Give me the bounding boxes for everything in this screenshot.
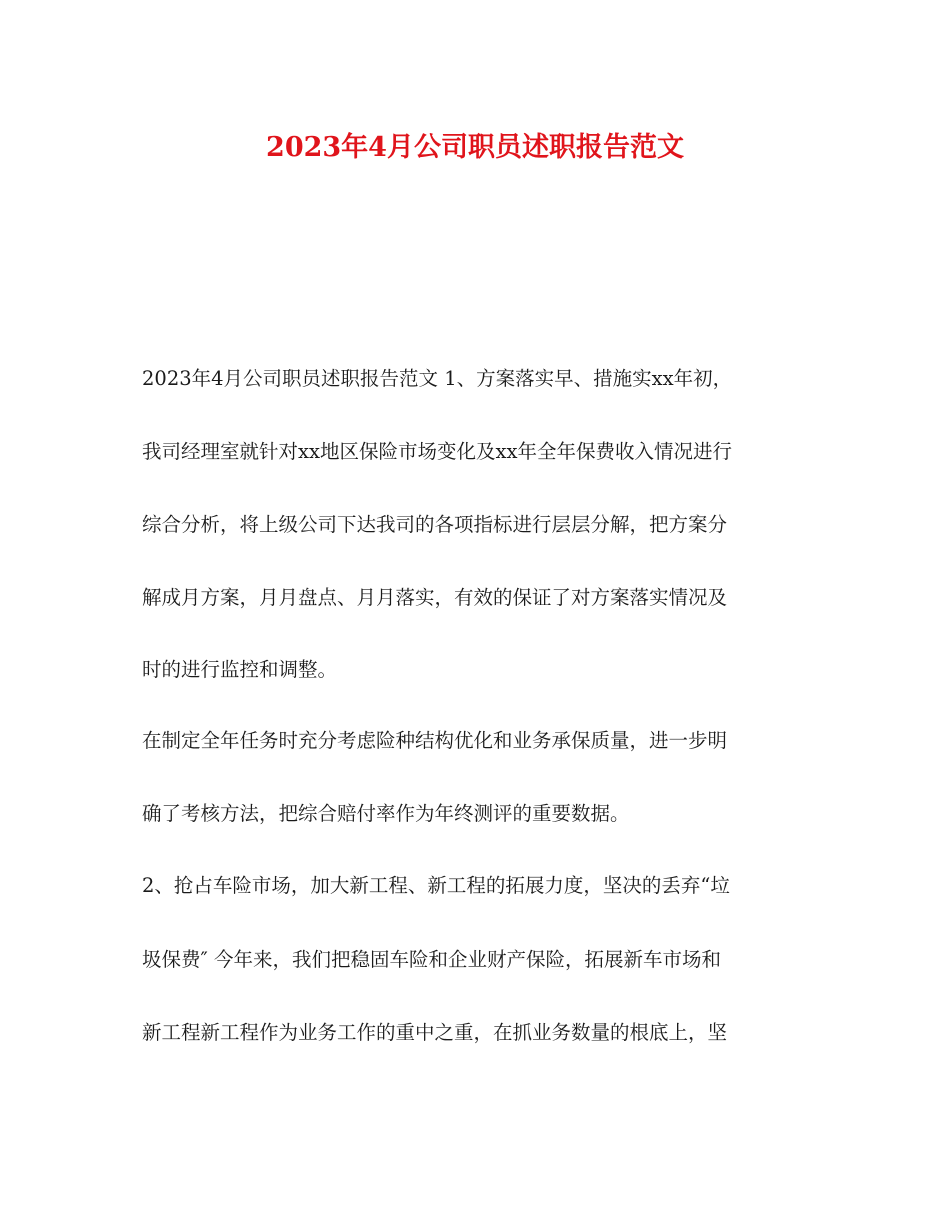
document-title: 2023年4月公司职员述职报告范文 <box>266 132 684 163</box>
body-line: 在制定全年任务时充分考虑险种结构优化和业务承保质量，进一步明 <box>142 729 728 752</box>
document-body <box>142 0 832 1230</box>
body-line: 时的进行监控和调整。 <box>142 658 338 681</box>
body-line: 确了考核方法，把综合赔付率作为年终测评的重要数据。 <box>142 802 630 825</box>
body-line: 2、抢占车险市场，加大新工程、新工程的拓展力度，坚决的丢弃“垃 <box>142 874 730 897</box>
body-line: 我司经理室就针对xx地区保险市场变化及xx年全年保费收入情况进行 <box>142 440 732 463</box>
body-line: 圾保费″ 今年来，我们把稳固车险和企业财产保险，拓展新车市场和 <box>142 948 721 971</box>
body-line: 综合分析，将上级公司下达我司的各项指标进行层层分解，把方案分 <box>142 513 728 536</box>
body-line: 新工程新工程作为业务工作的重中之重，在抓业务数量的根底上，坚 <box>142 1021 728 1044</box>
body-line: 解成月方案，月月盘点、月月落实，有效的保证了对方案落实情况及 <box>142 586 728 609</box>
body-line: 2023年4月公司职员述职报告范文 1、方案落实早、措施实xx年初， <box>142 367 733 390</box>
